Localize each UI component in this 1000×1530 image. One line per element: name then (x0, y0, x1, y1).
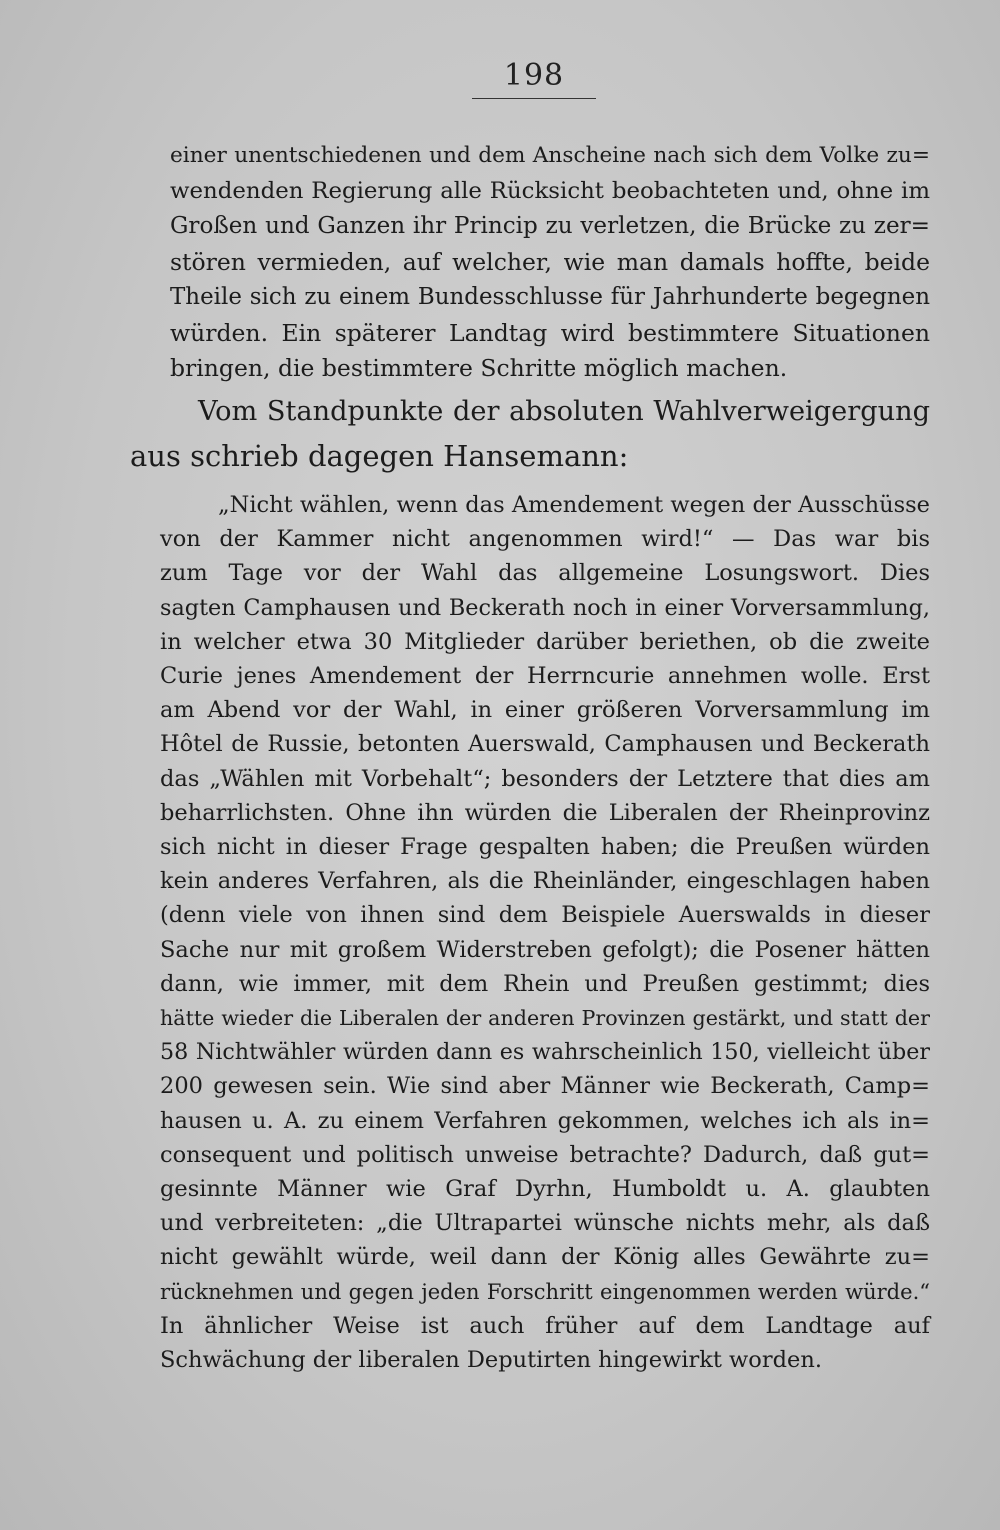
text-line: das „Wählen mit Vorbehalt“; besonders der Letztere that dies am (160, 765, 930, 792)
text-line: hätte wieder die Liberalen der anderen Provinzen gestärkt, und statt der (160, 1006, 930, 1031)
text-line: dann, wie immer, mit dem Rhein und Preußen gestimmt; dies (160, 970, 930, 997)
text-line: Hôtel de Russie, betonten Auerswald, Camphausen und Beckerath (160, 731, 930, 758)
text-line: stören vermieden, auf welcher, wie man damals hoffte, beide (170, 247, 930, 276)
text-line: nicht gewählt würde, weil dann der König alles Gewährte zu= (160, 1244, 930, 1271)
text-line: sagten Camphausen und Beckerath noch in einer Vorversammlung, (160, 594, 930, 621)
text-line: In ähnlicher Weise ist auch früher auf dem Landtage auf (160, 1312, 930, 1339)
text-line: Schwächung der liberalen Deputirten hingewirkt worden. (160, 1347, 822, 1374)
text-line: Großen und Ganzen ihr Princip zu verletzen, die Brücke zu zer= (170, 213, 930, 239)
text-line: Sache nur mit großem Widerstreben gefolgt); die Posener hätten (160, 936, 930, 963)
text-line: 58 Nichtwähler würden dann es wahrscheinlich 150, vielleicht über (160, 1039, 930, 1066)
text-line: sich nicht in dieser Frage gespalten haben; die Preußen würden (160, 834, 930, 861)
text-line: (denn viele von ihnen sind dem Beispiele Auerswalds in dieser (160, 902, 930, 929)
text-line: Curie jenes Amendement der Herrncurie annehmen wolle. Erst (160, 663, 930, 690)
section-heading (130, 390, 930, 478)
text-line: in welcher etwa 30 Mitglieder darüber beriethen, ob die zweite (160, 628, 930, 655)
text-line: bringen, die bestimmtere Schritte möglich machen. (170, 354, 788, 382)
text-line: und verbreiteten: „die Ultrapartei wünsche nichts mehr, als daß (160, 1210, 930, 1237)
page-number-rule (472, 98, 596, 99)
quoted-passage (130, 488, 930, 1377)
text-line: kein anderes Verfahren, als die Rheinländer, eingeschlagen haben (160, 868, 930, 895)
text-line: consequent und politisch unweise betrachte? Dadurch, daß gut= (160, 1141, 930, 1168)
text-line: Theile sich zu einem Bundesschlusse für Jahrhunderte begegnen (170, 284, 930, 310)
paragraph-continuation (130, 138, 930, 387)
text-line: von der Kammer nicht angenommen wird!“ — Das war bis (160, 526, 930, 553)
text-line: rücknehmen und gegen jeden Forschritt eingenommen werden würde.“ (160, 1278, 930, 1304)
text-line: einer unentschiedenen und dem Anscheine nach sich dem Volke zu= (170, 143, 930, 168)
text-line: zum Tage vor der Wahl das allgemeine Losungswort. Dies (160, 560, 930, 587)
page-number: 198 (503, 58, 565, 93)
text-line: würden. Ein späterer Landtag wird bestimmtere Situationen (170, 318, 930, 347)
heading-line: aus schrieb dagegen Hansemann: (130, 439, 629, 473)
text-line: am Abend vor der Wahl, in einer größeren Vorversammlung im (160, 697, 930, 724)
heading-line: Vom Standpunkte der absoluten Wahlverweigergung (198, 396, 930, 427)
text-line: hausen u. A. zu einem Verfahren gekommen, welches ich als in= (160, 1107, 930, 1134)
text-line: „Nicht wählen, wenn das Amendement wegen der Ausschüsse (218, 492, 930, 518)
text-line: 200 gewesen sein. Wie sind aber Männer wie Beckerath, Camp= (160, 1073, 930, 1100)
text-line: beharrlichsten. Ohne ihn würden die Liberalen der Rheinprovinz (160, 799, 930, 826)
text-line: wendenden Regierung alle Rücksicht beobachteten und, ohne im (170, 177, 930, 204)
text-line: gesinnte Männer wie Graf Dyrhn, Humboldt u. A. glaubten (160, 1176, 930, 1203)
